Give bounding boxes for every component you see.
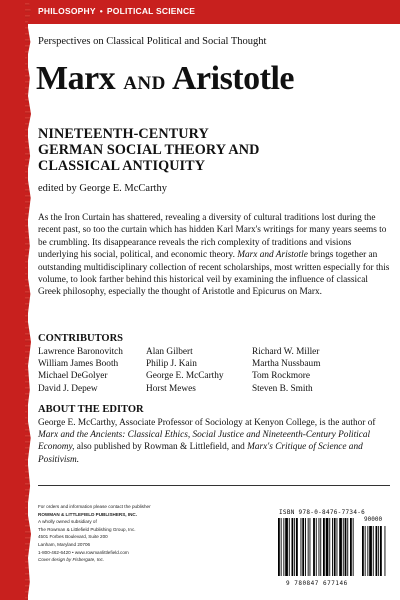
barcode-bar: [323, 518, 325, 576]
publisher-orders: For orders and information please contact the publisher: [38, 504, 151, 509]
barcode-bar: [289, 518, 290, 576]
isbn-barcode: [272, 516, 390, 588]
publisher-subsidiary: A wholly owned subsidiary of: [38, 519, 97, 525]
contributor-name: William James Booth: [38, 359, 119, 370]
barcode-bar: [367, 526, 368, 576]
category-political-science: POLITICAL SCIENCE: [106, 6, 196, 16]
publisher-city: Lanham, Maryland 20706: [38, 541, 91, 547]
description-blurb: [38, 212, 390, 299]
barcode-bar: [362, 526, 364, 576]
barcode-number: 9 780847 677146: [286, 580, 348, 587]
contributor-name: Richard W. Miller: [252, 347, 320, 357]
series-title: Perspectives on Classical Political and Social Thought: [38, 36, 267, 47]
title-marx: Marx: [36, 60, 116, 97]
barcode-bar: [345, 518, 347, 576]
barcode-bar: [369, 526, 372, 576]
contributor-name: George E. McCarthy: [146, 371, 224, 382]
barcode-bar: [337, 518, 338, 576]
blurb-text: As the Iron Curtain has shattered, revealing a diversity of cultural traditions lost during the recent past, so too the curtain which has hidden Karl Marx's writings for many years seems to be crumbling. Its disappearance reveals the rich complexity of traditions and visions underlying his social, political, and economic theory.: [38, 213, 387, 261]
blurb-text: brings together an outstanding multidisciplinary collection of recent scholarships, most written especially for this volume, to look farther behind this historical veil by examining the influence of classical Greek philosophy, especially the thought of Aristotle and Epicurus on Marx.: [38, 250, 390, 298]
barcode-graphic: [272, 516, 390, 580]
about-text: George E. McCarthy, Associate Professor of Sociology at Kenyon College, is the author of: [38, 418, 376, 428]
isbn-label: ISBN 978-0-8476-7734-6: [279, 509, 366, 516]
about-editor-text: [38, 417, 390, 466]
barcode-bar: [308, 518, 309, 576]
barcode-bar: [373, 526, 374, 576]
barcode-bar: [292, 518, 294, 576]
torn-edge: [25, 0, 31, 600]
publisher-group: The Rowman & Littlefield Publishing Group, Inc.: [38, 526, 136, 532]
barcode-bar: [281, 518, 282, 576]
title-and: AND: [123, 73, 166, 94]
contributor-name: Michael DeGolyer: [38, 371, 108, 382]
price-code: 90000: [364, 516, 383, 523]
publisher-address: 4501 Forbes Boulevard, Suite 200: [38, 534, 108, 540]
contributor-name: Martha Nussbaum: [252, 359, 321, 370]
barcode-bar: [329, 518, 330, 576]
edited-by: edited by George E. McCarthy: [38, 183, 167, 194]
contributor-name: Tom Rockmore: [252, 371, 310, 382]
about-text: also published by Rowman & Littlefield, and: [74, 442, 248, 453]
barcode-bar: [326, 518, 329, 576]
section-divider: [38, 485, 390, 486]
about-book-title: Marx's Critique of Science and Positivism.: [38, 442, 363, 465]
publisher-name: ROWMAN & LITTLEFIELD PUBLISHERS, INC.: [38, 511, 138, 517]
about-editor-heading: ABOUT THE EDITOR: [38, 404, 144, 415]
barcode-bar: [376, 526, 378, 576]
barcode-bar: [285, 518, 288, 576]
barcode-bar: [353, 518, 354, 576]
barcode-bar: [313, 518, 315, 576]
cover-design-credit: [38, 556, 238, 564]
barcode-bar: [365, 526, 366, 576]
red-spine-band: [0, 0, 28, 600]
title-aristotle: Aristotle: [171, 60, 294, 97]
barcode-bar: [296, 518, 298, 576]
barcode-bar: [302, 518, 304, 576]
subtitle-line: NINETEENTH-CENTURY: [38, 126, 209, 142]
barcode-bar: [385, 526, 386, 576]
barcode-bar: [350, 518, 352, 576]
contributors-list: [38, 346, 390, 395]
category-philosophy: PHILOSOPHY: [38, 6, 96, 16]
barcode-bar: [294, 518, 295, 576]
category-separator: •: [99, 6, 103, 16]
barcode-bar: [339, 518, 342, 576]
cover-design-text: Cover design by Fisbergate, Inc.: [38, 557, 105, 563]
subtitle-line: GERMAN SOCIAL THEORY AND: [38, 142, 260, 158]
barcode-bar: [380, 526, 382, 576]
barcode-bar: [301, 518, 302, 576]
contributor-name: David J. Depew: [38, 383, 98, 394]
contributor-name: Alan Gilbert: [146, 347, 193, 357]
barcode-bar: [334, 518, 336, 576]
barcode-bar: [343, 518, 344, 576]
contributor-name: Philip J. Kain: [146, 359, 197, 370]
publisher-phone: 1-800-462-6420 • www.rowmanlittlefield.com: [38, 549, 129, 555]
barcode-bar: [378, 526, 379, 576]
subtitle-line: CLASSICAL ANTIQUITY: [38, 158, 206, 174]
contributor-name: Lawrence Baronovitch: [38, 347, 123, 357]
barcode-bar: [310, 518, 311, 576]
about-book-title: Marx and the Ancients: Classical Ethics, Social Justice and Nineteenth-Century Political Economy,: [38, 430, 371, 453]
barcode-bar: [316, 518, 317, 576]
barcode-bar: [319, 518, 320, 576]
barcode-bar: [278, 518, 280, 576]
barcode-bar: [347, 518, 348, 576]
blurb-title-ref: Marx and Aristotle: [237, 250, 308, 261]
contributors-heading: CONTRIBUTORS: [38, 333, 123, 344]
barcode-bar: [283, 518, 284, 576]
barcode-bar: [305, 518, 306, 576]
book-subtitle: [38, 126, 259, 174]
contributor-name: Horst Mewes: [146, 383, 196, 394]
contributor-name: Steven B. Smith: [252, 383, 313, 394]
book-title: [36, 62, 294, 96]
barcode-digits: [286, 580, 348, 587]
publisher-info: [38, 503, 238, 564]
barcode-bar: [332, 518, 333, 576]
barcode-bar: [320, 518, 321, 576]
subject-categories: [38, 6, 195, 16]
